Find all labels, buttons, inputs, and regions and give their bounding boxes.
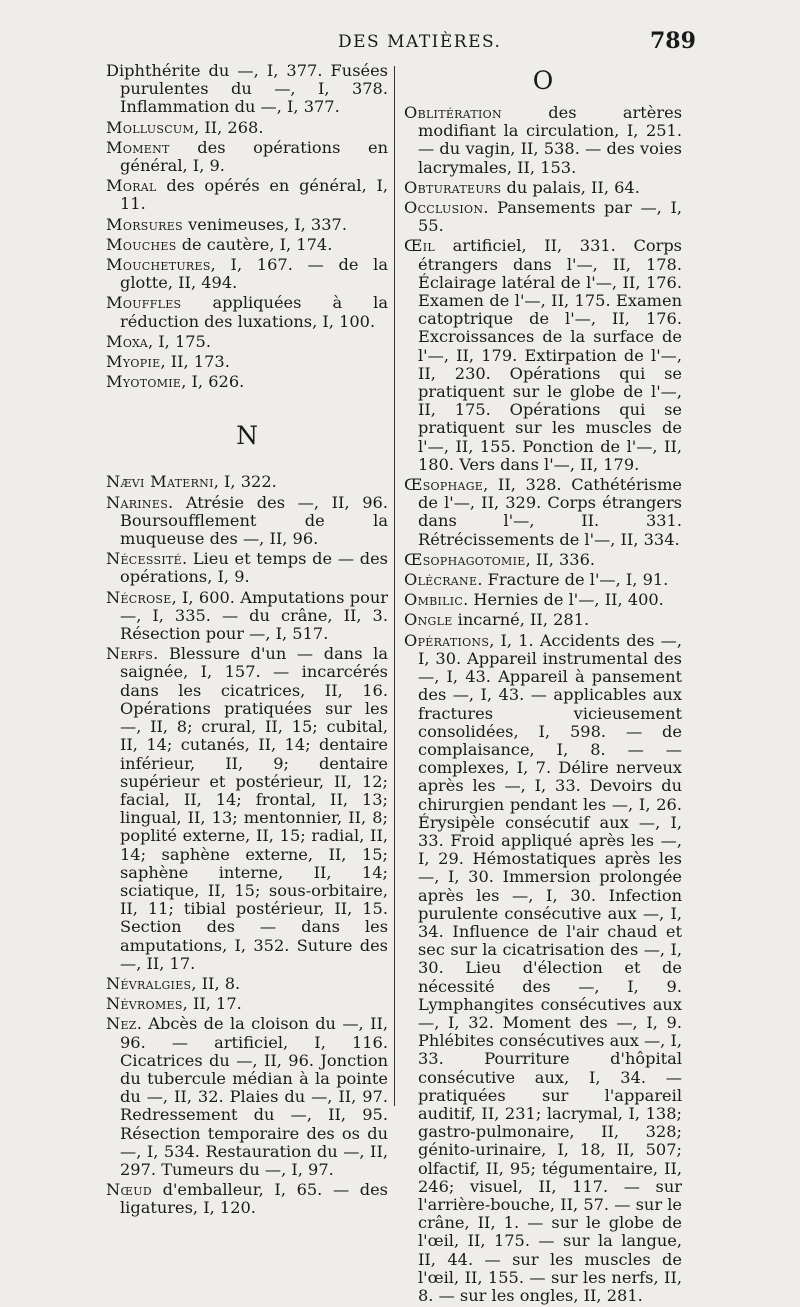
entry-text: des opérations en général, I, 9. [120,137,388,176]
entry-headword: Nerfs [106,644,154,664]
entry-headword: Nez [106,1014,137,1034]
index-entry [106,1015,388,1179]
index-entry [106,256,388,292]
page-number: 789 [650,28,696,54]
right-column [404,62,682,1307]
entry-text: , II, 8. [191,973,241,993]
column-divider [394,66,395,1106]
left-column [106,62,388,1220]
entry-text: . Lieu et temps de — des opérations, I, 9. [120,549,388,587]
running-title: DES MATIÈRES. [338,32,502,52]
entry-text: . Hernies de l'—, II, 400. [463,590,664,610]
entry-headword: Morsures [106,214,183,234]
index-entry-continued: Diphthérite du —, I, 377. Fusées purulentes du —, I, 378. Inflammation du —, I, 377. [106,61,388,117]
entry-headword: Moment [106,137,170,157]
entry-text: , II, 268. [194,117,264,137]
entry-text: . Pansements par —, I, 55. [418,198,682,236]
index-entry [404,199,682,235]
index-entry [404,179,682,197]
entry-headword: Œsophage [404,475,484,495]
index-entry [106,550,388,586]
entry-headword: Œsophagotomie [404,549,526,569]
entry-text: . Blessure d'un — dans la saignée, I, 157. — incarcérés dans les cicatrices, II, 16. Opérations pratiquées sur les —, II, 8; crural, II, 15; cubital, II, 14; cutanés, II, 14; dentaire inférieur, II, 9; dentaire supérieur et postérieur, II, 12; facial, II, 14; frontal, II, 13; lingual, II, 13; mentonnier, II, 8; poplité externe, II, 15; radial, II, 14; saphène externe, II, 15; saphène interne, II, 14; sciatique, II, 15; sous-orbitaire, II, 11; tibial postérieur, II, 15. Section des — dans les amputations, I, 352. Suture des —, II, 17. [120,644,388,973]
section-letter-o: O [532,66,554,95]
entry-headword: Moxa [106,331,148,351]
index-entry [404,591,682,609]
entry-headword: Obturateurs [404,177,502,197]
entry-text: , II, 17. [182,994,242,1014]
index-entry [106,236,388,254]
entry-headword: Œil [404,236,435,256]
entry-text: , I, 175. [147,331,212,351]
section-letter-n: N [236,421,258,451]
entry-headword: Mouches [106,234,177,254]
entry-text: , I, 626. [181,372,245,392]
entry-headword: Névralgies [106,973,192,993]
index-entry [106,473,388,491]
entry-headword: Mouchetures [106,255,211,275]
entry-text: , I, 322. [213,472,277,492]
entry-text: , II, 336. [525,549,596,569]
entry-headword: Molluscum [106,117,195,137]
entry-headword: Ombilic [404,590,464,610]
index-entry [106,589,388,644]
entry-text: , II, 328. Cathétérisme de l'—, II, 329. Corps étrangers dans l'—, II. 331. Rétrécissements de l'—, II, 334. [418,475,682,549]
entry-text: . Abcès de la cloison du —, II, 96. — artificiel, I, 116. Cicatrices du —, II, 96. Jonction du tubercule médian à la pointe du —, II, 32. Plaies du —, II, 97. Redressement du —, II, 95. Résection temporaire des os du —, I, 534. Restauration du —, II, 297. Tumeurs du —, I, 97. [120,1014,388,1179]
index-entry [106,1181,388,1217]
index-entry [106,645,388,973]
index-entry [106,373,388,391]
index-entry [404,571,682,589]
entry-headword: Oblitération [404,103,502,122]
entry-text: , II, 173. [160,352,230,372]
entry-text: du palais, II, 64. [501,177,640,197]
entry-text: venimeuses, I, 337. [182,214,347,234]
entry-headword: Nécessité [106,549,182,569]
entry-text: de cautère, I, 174. [176,234,333,254]
entry-headword: Nécrose [106,587,172,607]
entry-text: d'emballeur, I, 65. — des ligatures, I, 120. [120,1180,388,1218]
entry-headword: Mouffles [106,293,182,313]
index-entry [106,975,388,993]
entry-text: , I, 167. — de la glotte, II, 494. [120,255,388,293]
entry-text: des opérés en général, I, 11. [120,176,388,214]
index-entry [106,353,388,371]
entry-headword: Narines [106,492,169,512]
entry-headword: Névromes [106,994,183,1014]
entry-headword: Myotomie [106,372,182,392]
entry-headword: Olécrane [404,570,478,590]
index-entry [404,476,682,549]
entry-text: des artères modifiant la circulation, I, 251. — du vagin, II, 538. — des voies lacrymales, II, 153. [418,103,682,177]
index-entry [404,632,682,1306]
entry-text: . Fracture de l'—, I, 91. [477,570,669,590]
index-entry [404,237,682,474]
entry-headword: Opérations [404,630,490,650]
entry-headword: Occlusion [404,198,484,218]
index-entry [106,177,388,213]
index-entry [106,294,388,330]
entry-headword: Moral [106,176,157,196]
entry-text: , I, 600. Amputations pour —, I, 335. — du crâne, II, 3. Résection pour —, I, 517. [120,587,388,644]
entry-headword: Ongle [404,610,453,630]
index-entry [106,139,388,175]
index-entry [106,995,388,1013]
index-entry [106,216,388,234]
entry-text: incarné, II, 281. [452,610,590,630]
index-entry [404,611,682,629]
index-entry [404,104,682,177]
entry-text: appliquées à la réduction des luxations, I, 100. [120,293,388,331]
index-entry [404,551,682,569]
entry-text: , I, 1. Accidents des —, I, 30. Appareil instrumental des —, I, 43. Appareil à pansement des —, I, 43. — applicables aux fractures vicieusement consolidées, I, 598. — de complaisance, I, 8. — — complexes, I, 7. Délire nerveux après les —, I, 33. Devoirs du chirurgien pendant les —, I, 26. Érysipèle consécutif aux —, I, 33. Froid appliqué après les —, I, 29. Hémostatiques après les —, I, 30. Immersion prolongée après les —, I, 30. Infection purulente consécutive aux —, I, 34. Influence de l'air chaud et sec sur la cicatrisation des —, I, 30. Lieu d'élection et de nécessité des —, I, 9. Lymphangites consécutives aux —, I, 32. Moment des —, I, 9. Phlébites consécutives aux —, I, 33. Pourriture d'hôpital consécutive aux, I, 34. — pratiquées sur l'appareil auditif, II, 231; lacrymal, I, 138; gastro-pulmonaire, II, 328; génito-urinaire, I, 18, II, 507; olfactif, II, 95; tégumentaire, II, 246; visuel, II, 117. — sur l'arrière-bouche, II, 57. — sur le crâne, II, 1. — sur le globe de l'œil, II, 175. — sur la langue, II, 44. — sur les muscles de l'œil, II, 155. — sur les nerfs, II, 8. — sur les ongles, II, 281. [418,630,682,1305]
entry-headword: Nævi Materni [106,472,214,492]
page-header [0,30,800,60]
index-entry [106,494,388,549]
index-entry [106,333,388,351]
entry-text: . Atrésie des —, II, 96. Boursoufflement de la muqueuse des —, II, 96. [120,492,388,549]
index-entry [106,119,388,137]
entry-headword: Nœud [106,1180,152,1200]
entry-headword: Myopie [106,352,161,372]
entry-text: artificiel, II, 331. Corps étrangers dans l'—, II, 178. Éclairage latéral de l'—, II, 176. Examen de l'—, II, 175. Examen catoptrique de l'—, II, 176. Excroissances de la surface de l'—, II, 179. Extirpation de l'—, II, 230. Opérations qui se pratiquent sur le globe de l'—, II, 175. Opérations qui se pratiquent sur les muscles de l'—, II, 155. Ponction de l'—, II, 180. Vers dans l'—, II, 179. [418,236,682,474]
